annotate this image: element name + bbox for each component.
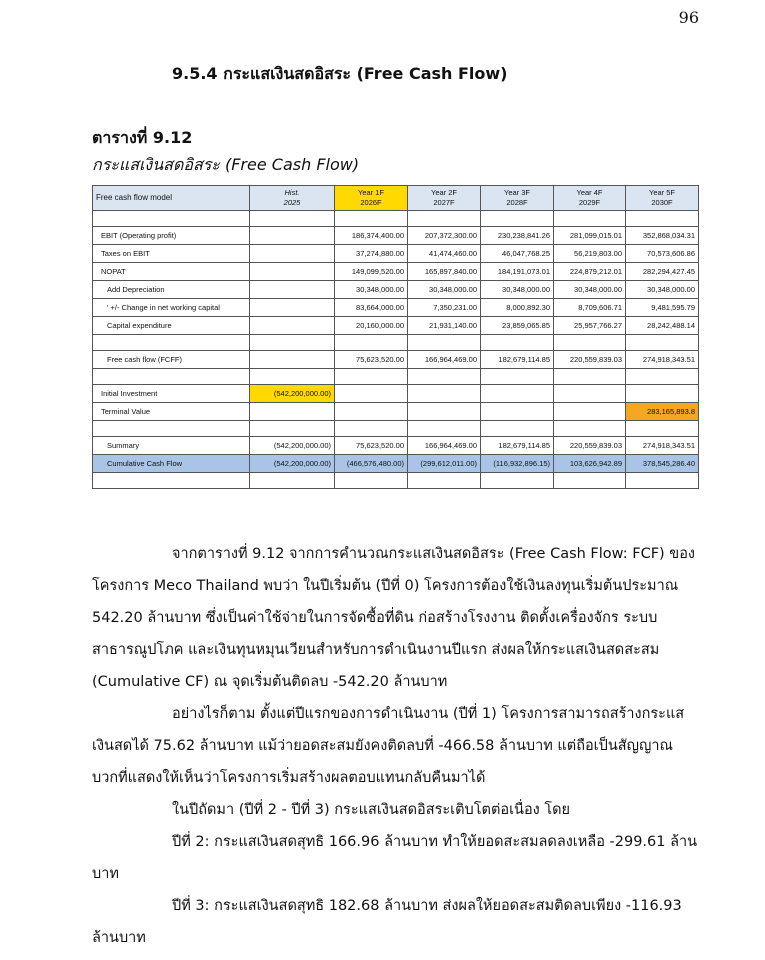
table-row [93, 403, 699, 421]
table-cell: 30,348,000.00 [481, 281, 554, 299]
blank-row [93, 211, 699, 227]
table-cell: 224,879,212.01 [554, 263, 626, 281]
row-label: Add Depreciation [93, 281, 250, 299]
row-label: Terminal Value [93, 403, 250, 421]
table-cell [250, 351, 335, 369]
table-cell [250, 245, 335, 263]
column-header-top: Year 2F [431, 188, 457, 197]
free-cash-flow-table [92, 185, 699, 489]
table-cell [481, 385, 554, 403]
table-cell: 184,191,073.01 [481, 263, 554, 281]
table-cell: 9,481,595.79 [626, 299, 699, 317]
page-number: 96 [678, 8, 699, 27]
table-cell: (542,200,000.00) [250, 385, 335, 403]
analysis-text [92, 538, 698, 954]
table-cell: 166,964,469.00 [408, 351, 481, 369]
table-cell [250, 281, 335, 299]
table-row [93, 351, 699, 369]
paragraph: ในปีถัดมา (ปีที่ 2 - ปีที่ 3) กระแสเงินสดอิสระเติบโตต่อเนื่อง โดย [172, 802, 571, 818]
column-header-bottom: 2027F [433, 198, 455, 207]
table-cell: 281,099,015.01 [554, 227, 626, 245]
table-cell [481, 403, 554, 421]
table-cell: 230,238,841.26 [481, 227, 554, 245]
row-label: Initial Investment [93, 385, 250, 403]
table-cell: 8,709,606.71 [554, 299, 626, 317]
table-cell [335, 403, 408, 421]
row-label: NOPAT [93, 263, 250, 281]
table-row [93, 317, 699, 335]
column-header [554, 186, 626, 211]
table-row [93, 385, 699, 403]
paragraph: อย่างไรก็ตาม ตั้งแต่ปีแรกของการดำเนินงาน (ปีที่ 1) โครงการสามารถสร้างกระแสเงินสดได้ 75.62 ล้านบาท แม้ว่ายอดสะสมยังคงติดลบที่ -466.58 ล้านบาท แต่ถือเป็นสัญญาณบวกที่แสดงให้เห็นว่าโครงการเริ่มสร้างผลตอบแทนกลับคืนมาได้ [92, 706, 685, 786]
table-cell: (466,576,480.00) [335, 455, 408, 473]
column-header [250, 186, 335, 211]
column-header-bottom: 2026F [360, 198, 382, 207]
table-cell: 83,664,000.00 [335, 299, 408, 317]
table-cell: 30,348,000.00 [335, 281, 408, 299]
table-header-label: Free cash flow model [93, 186, 250, 211]
column-header-bottom: 2029F [578, 198, 601, 207]
table-cell [250, 317, 335, 335]
table-cell: 282,294,427.45 [626, 263, 699, 281]
table-cell: 166,964,469.00 [408, 437, 481, 455]
row-label: Capital expenditure [93, 317, 250, 335]
table-cell [408, 385, 481, 403]
table-cell: 220,559,839.03 [554, 437, 626, 455]
table-cell: 7,350,231.00 [408, 299, 481, 317]
table-cell: 23,859,065.85 [481, 317, 554, 335]
table-cell: 75,623,520.00 [335, 351, 408, 369]
table-cell [250, 403, 335, 421]
table-cell: 30,348,000.00 [554, 281, 626, 299]
table-cell: 274,918,343.51 [626, 351, 699, 369]
table-cell [554, 403, 626, 421]
column-header [481, 186, 554, 211]
table-cell: 25,957,766.27 [554, 317, 626, 335]
table-cell: 56,219,803.00 [554, 245, 626, 263]
table-row [93, 281, 699, 299]
table-cell [250, 227, 335, 245]
paragraph: ปีที่ 3: กระแสเงินสดสุทธิ 182.68 ล้านบาท ส่งผลให้ยอดสะสมติดลบเพียง -116.93 ล้านบาท [92, 898, 682, 946]
table-caption: ตารางที่ 9.12 [92, 128, 193, 147]
column-header-top: Year 3F [504, 188, 530, 197]
column-header [408, 186, 481, 211]
table-cell: 37,274,880.00 [335, 245, 408, 263]
table-cell: 182,679,114.85 [481, 437, 554, 455]
table-cell: 30,348,000.00 [626, 281, 699, 299]
column-header-top: Year 1F [358, 188, 384, 197]
table-cell: 186,374,400.00 [335, 227, 408, 245]
blank-row [93, 335, 699, 351]
column-header-bottom: 2030F [651, 198, 673, 207]
table-cell: (116,932,896.15) [481, 455, 554, 473]
column-header-top: Hist. [284, 188, 300, 197]
section-heading: 9.5.4 กระแสเงินสดอิสระ (Free Cash Flow) [172, 64, 508, 83]
table-cell: 103,626,942.89 [554, 455, 626, 473]
table-cell: 75,623,520.00 [335, 437, 408, 455]
column-header-bottom: 2025 [283, 198, 301, 207]
row-label: ' +/- Change in net working capital [93, 299, 250, 317]
row-label: Summary [93, 437, 250, 455]
table-cell [250, 263, 335, 281]
table-cell: (299,612,011.00) [408, 455, 481, 473]
table-cell: 30,348,000.00 [408, 281, 481, 299]
blank-row [93, 421, 699, 437]
row-label: Free cash flow (FCFF) [93, 351, 250, 369]
paragraph: ปีที่ 2: กระแสเงินสดสุทธิ 166.96 ล้านบาท ทำให้ยอดสะสมลดลงเหลือ -299.61 ล้านบาท [92, 834, 698, 882]
table-cell: 21,931,140.00 [408, 317, 481, 335]
column-header-top: Year 4F [576, 188, 603, 197]
row-label: Cumulative Cash Flow [93, 455, 250, 473]
table-cell [554, 385, 626, 403]
paragraph: จากตารางที่ 9.12 จากการคำนวณกระแสเงินสดอิสระ (Free Cash Flow: FCF) ของโครงการ Meco Thailand พบว่า ในปีเริ่มต้น (ปีที่ 0) โครงการต้องใช้เงินลงทุนเริ่มต้นประมาณ 542.20 ล้านบาท ซึ่งเป็นค่าใช้จ่ายในการจัดซื้อที่ดิน ก่อสร้างโรงงาน ติดตั้งเครื่องจักร ระบบสาธารณูปโภค และเงินทุนหมุนเวียนสำหรับการดำเนินงานปีแรก ส่งผลให้กระแสเงินสดสะสม (Cumulative CF) ณ จุดเริ่มต้นติดลบ -542.20 ล้านบาท [92, 546, 696, 690]
column-header-bottom: 2028F [506, 198, 528, 207]
table-cell: 352,868,034.31 [626, 227, 699, 245]
row-label: EBIT (Operating profit) [93, 227, 250, 245]
table-cell: 20,160,000.00 [335, 317, 408, 335]
table-cell: 220,559,839.03 [554, 351, 626, 369]
table-cell: 378,545,286.40 [626, 455, 699, 473]
table-cell: 165,897,840.00 [408, 263, 481, 281]
table-cell: 70,573,606.86 [626, 245, 699, 263]
table-cell: 283,165,893.8 [626, 403, 699, 421]
table-cell [335, 385, 408, 403]
column-header-top: Year 5F [649, 188, 675, 197]
table-cell: 274,918,343.51 [626, 437, 699, 455]
table-row [93, 245, 699, 263]
table-subtitle: กระแสเงินสดอิสระ (Free Cash Flow) [92, 155, 360, 174]
table-cell: (542,200,000.00) [250, 437, 335, 455]
column-header [626, 186, 699, 211]
table-cell: 182,679,114.85 [481, 351, 554, 369]
table-cell [408, 403, 481, 421]
table-row [93, 437, 699, 455]
table-cell: 207,372,300.00 [408, 227, 481, 245]
table-cell: 41,474,460.00 [408, 245, 481, 263]
blank-row [93, 369, 699, 385]
table-cell: 8,000,892.30 [481, 299, 554, 317]
table-cell: (542,200,000.00) [250, 455, 335, 473]
table-row [93, 299, 699, 317]
table-cell: 28,242,488.14 [626, 317, 699, 335]
row-label: Taxes on EBIT [93, 245, 250, 263]
table-cell [626, 385, 699, 403]
table-row [93, 227, 699, 245]
table-cell: 46,047,768.25 [481, 245, 554, 263]
table-header-row [93, 186, 699, 211]
table-row [93, 263, 699, 281]
table-cell: 149,099,520.00 [335, 263, 408, 281]
blank-row [93, 473, 699, 489]
table-row [93, 455, 699, 473]
table-cell [250, 299, 335, 317]
column-header [335, 186, 408, 211]
